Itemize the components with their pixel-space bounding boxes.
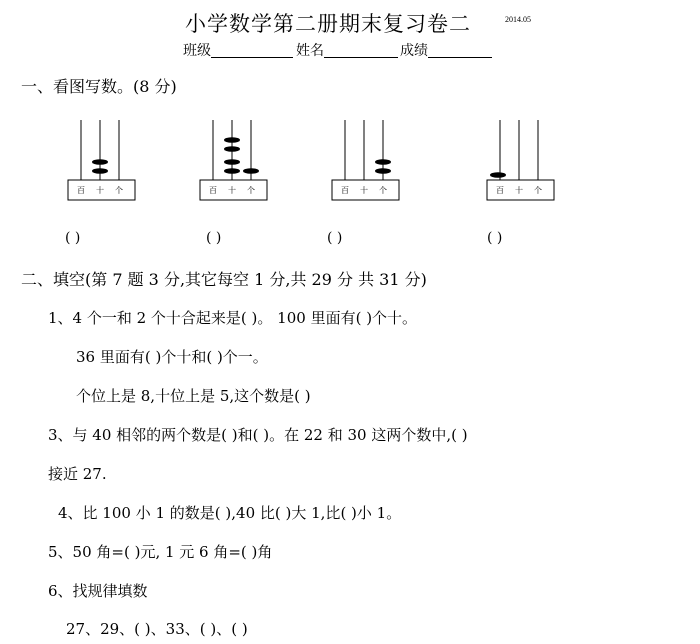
place-ones-label: 个 [115,186,123,195]
date-label: 2014.05 [505,15,531,24]
name-blank[interactable] [324,43,398,58]
abacus-bead [224,159,240,165]
abacus-bead [375,168,391,174]
abacus-bead [243,168,259,174]
place-tens-label: 十 [96,186,104,195]
abacus-bead [92,168,108,174]
section2-title: 二、填空(第 7 题 3 分,其它每空 1 分,共 29 分 共 31 分) [21,270,427,289]
place-ones-label: 个 [247,186,255,195]
question-1-line: 1、4 个一和 2 个十合起来是( )。 100 里面有( )个十。 [48,309,418,327]
abacus-bead [224,168,240,174]
page-title: 小学数学第二册期末复习卷二 [185,12,471,36]
place-tens-label: 十 [228,186,236,195]
abacus-4-figure [486,120,556,202]
abacus-3 [331,120,401,202]
abacus-bead [490,172,506,178]
question-5-line: 5、50 角=( )元, 1 元 6 角=( )角 [48,543,273,561]
score-label: 成绩 [400,43,428,59]
section1-title: 一、看图写数。(8 分) [21,77,177,96]
place-hundreds-label: 百 [77,186,85,195]
name-label: 姓名 [296,43,324,59]
abacus-2 [199,120,269,202]
abacus-1-figure [67,120,137,202]
answer-blank-3[interactable]: ( ) [327,230,343,246]
question-1b-line: 36 里面有( )个十和( )个一。 [76,348,268,366]
question-2-line: 个位上是 8,十位上是 5,这个数是( ) [76,387,311,405]
answer-blank-2[interactable]: ( ) [206,230,222,246]
abacus-4 [486,120,556,202]
place-ones-label: 个 [379,186,387,195]
class-label: 班级 [183,43,211,59]
question-3-line: 3、与 40 相邻的两个数是( )和( )。在 22 和 30 这两个数中,( ) [48,426,468,444]
abacus-bead [375,159,391,165]
class-blank[interactable] [211,43,293,58]
place-tens-label: 十 [360,186,368,195]
answer-blank-1[interactable]: ( ) [65,230,81,246]
place-hundreds-label: 百 [496,186,504,195]
place-ones-label: 个 [534,186,542,195]
question-6-sequence: 27、29、( )、33、( )、( ) [66,620,248,638]
name-field [296,40,398,60]
abacus-3-figure [331,120,401,202]
abacus-bead [224,137,240,143]
question-4-line: 4、比 100 小 1 的数是( ),40 比( )大 1,比( )小 1。 [58,504,402,522]
score-field [400,40,492,60]
abacus-1 [67,120,137,202]
abacus-bead [224,146,240,152]
place-tens-label: 十 [515,186,523,195]
score-blank[interactable] [428,43,492,58]
abacus-bead [92,159,108,165]
question-3-cont-line: 接近 27. [48,465,107,483]
abacus-2-figure [199,120,269,202]
question-6-line: 6、找规律填数 [48,582,148,600]
class-field [183,40,293,60]
place-hundreds-label: 百 [341,186,349,195]
place-hundreds-label: 百 [209,186,217,195]
answer-blank-4[interactable]: ( ) [487,230,503,246]
